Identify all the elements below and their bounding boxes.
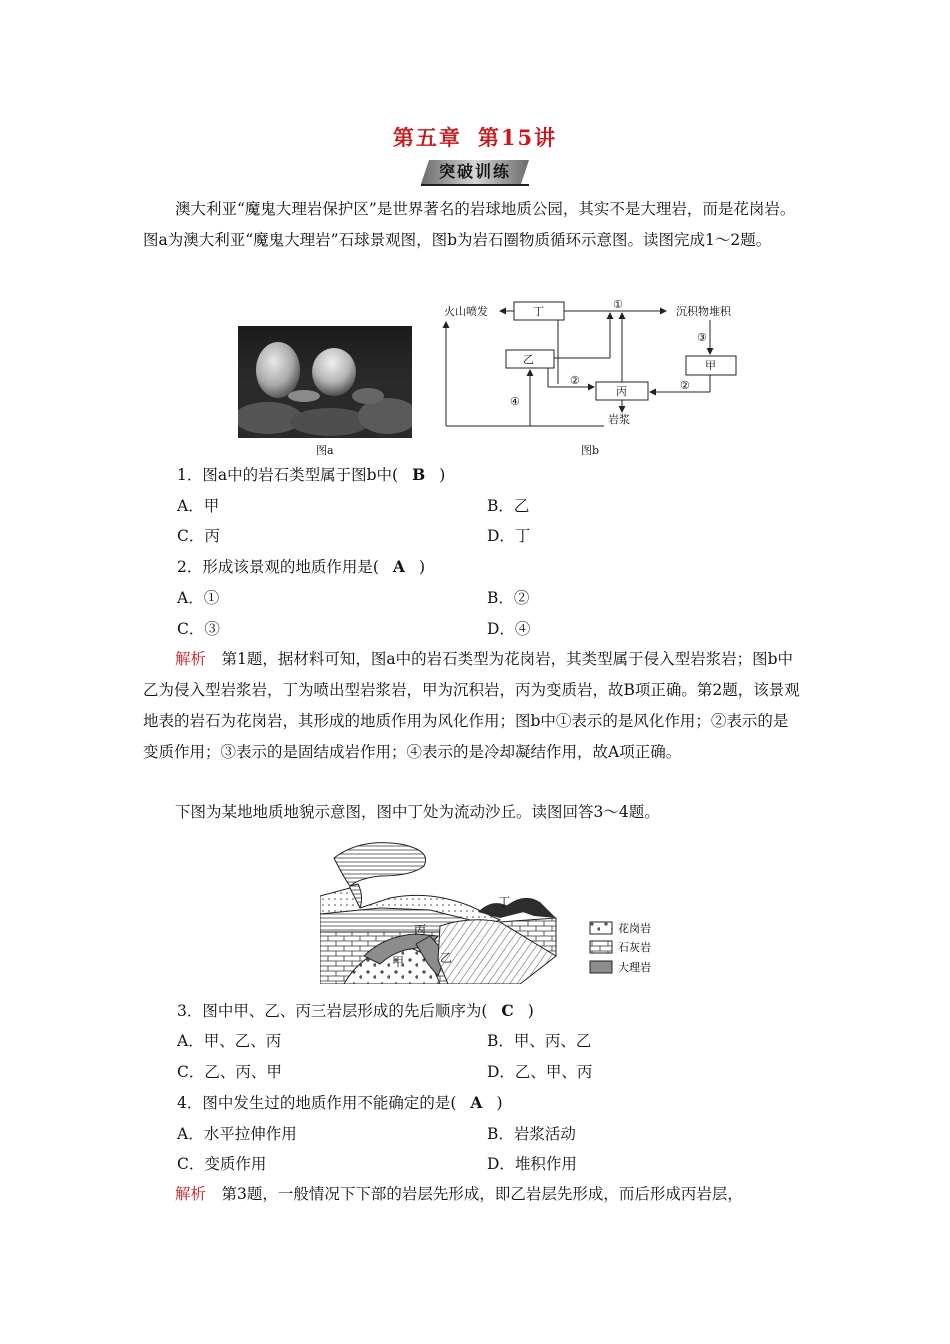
figure-c-diagram <box>320 836 680 984</box>
q1-option-c: C．丙 <box>177 527 220 545</box>
question-3-answer: C <box>501 1001 514 1020</box>
label-bing-marble: 丙 <box>414 923 427 937</box>
label-magma: 岩浆 <box>608 413 630 426</box>
banner-label: 突破训练 <box>438 162 511 181</box>
q3-option-a: A．甲、乙、丙 <box>177 1032 282 1050</box>
analysis-1 <box>143 644 803 768</box>
legend-granite-label: 花岗岩 <box>618 922 651 935</box>
label-circle4: ④ <box>510 395 520 408</box>
question-2-answer: A <box>392 557 405 576</box>
analysis-1-tag: 解析 <box>175 650 207 668</box>
question-1-close: ) <box>439 466 446 484</box>
q3-option-c: C．乙、丙、甲 <box>177 1063 282 1081</box>
label-sediment: 沉积物堆积 <box>676 305 731 318</box>
analysis-2-tag: 解析 <box>175 1185 207 1203</box>
lesson-label: 第15讲 <box>477 125 558 150</box>
question-3-close: ) <box>527 1002 534 1020</box>
q4-option-c: C．变质作用 <box>177 1155 267 1173</box>
q2-option-a: A．① <box>177 589 220 607</box>
question-1-answer: B <box>412 465 426 484</box>
chapter-label: 第五章 <box>392 125 462 150</box>
figure-c-legend <box>590 921 651 974</box>
q2-option-d: D．④ <box>487 620 531 638</box>
figure-a-photo <box>238 326 412 438</box>
label-dune-ding: 丁 <box>498 895 511 909</box>
question-4 <box>177 1088 503 1118</box>
figure-b-diagram <box>438 294 778 440</box>
question-2 <box>177 552 425 582</box>
question-2-stem: 2．形成该景观的地质作用是( <box>177 558 379 576</box>
legend-marble-label: 大理岩 <box>618 961 651 974</box>
legend-granite-swatch <box>590 922 612 934</box>
question-2-close: ) <box>418 558 426 576</box>
label-circle2b: ② <box>680 379 690 392</box>
q4-option-a: A．水平拉伸作用 <box>177 1125 297 1143</box>
label-jia: 甲 <box>705 359 716 372</box>
q2-option-c: C．③ <box>177 620 220 638</box>
question-3 <box>177 996 534 1026</box>
label-jia-granite: 甲 <box>392 955 405 969</box>
question-4-answer: A <box>470 1093 483 1112</box>
q1-option-d: D．丁 <box>487 527 531 545</box>
q1-option-a: A．甲 <box>177 497 220 515</box>
question-1-stem: 1．图a中的岩石类型属于图b中( <box>177 466 399 484</box>
question-1 <box>177 460 445 490</box>
question-3-stem: 3．图中甲、乙、丙三岩层形成的先后顺序为( <box>177 1002 488 1020</box>
q4-option-b: B．岩浆活动 <box>487 1125 576 1143</box>
label-bing: 丙 <box>616 385 627 398</box>
label-volcano: 火山喷发 <box>444 305 488 318</box>
section-banner <box>421 160 529 186</box>
label-circle2a: ② <box>570 374 580 387</box>
label-ding: 丁 <box>533 305 544 318</box>
analysis-2 <box>143 1179 803 1210</box>
label-yi: 乙 <box>523 353 534 366</box>
intro-paragraph-2: 下图为某地地质地貌示意图，图中丁处为流动沙丘。读图回答3～4题。 <box>175 803 660 821</box>
intro-paragraph-1: 澳大利亚“魔鬼大理岩保护区”是世界著名的岩球地质公园，其实不是大理岩，而是花岗岩。图a为澳大利亚“魔鬼大理岩”石球景观图，图b为岩石圈物质循环示意图。读图完成1～2题。 <box>143 200 796 249</box>
figure-a-caption: 图a <box>316 444 334 457</box>
q2-option-b: B．② <box>487 589 530 607</box>
label-circle1: ① <box>613 298 623 311</box>
label-circle3: ③ <box>697 331 707 344</box>
legend-limestone-swatch <box>590 941 612 953</box>
figure-b-caption: 图b <box>581 444 600 457</box>
question-4-close: ) <box>496 1094 503 1112</box>
legend-limestone-label: 石灰岩 <box>618 941 651 954</box>
question-4-stem: 4．图中发生过的地质作用不能确定的是( <box>177 1094 457 1112</box>
page-title <box>0 122 950 152</box>
q4-option-d: D．堆积作用 <box>487 1155 577 1173</box>
q3-option-b: B．甲、丙、乙 <box>487 1032 592 1050</box>
analysis-1-text: 第1题，据材料可知，图a中的岩石类型为花岗岩，其类型属于侵入型岩浆岩；图b中乙为侵入型岩浆岩，丁为喷出型岩浆岩，甲为沉积岩，丙为变质岩，故B项正确。第2题，该景观地表的岩石为花岗岩，其形成的地质作用为风化作用；图b中①表示的是风化作用；②表示的是变质作用；③表示的是固结成岩作用；④表示的是冷却凝结作用，故A项正确。 <box>143 650 800 761</box>
q1-option-b: B．乙 <box>487 497 530 515</box>
legend-marble-swatch <box>590 961 612 973</box>
q3-option-d: D．乙、甲、丙 <box>487 1063 593 1081</box>
label-yi-layer: 乙 <box>440 951 453 965</box>
analysis-2-text: 第3题，一般情况下下部的岩层先形成，即乙岩层先形成，而后形成丙岩层， <box>221 1185 743 1203</box>
